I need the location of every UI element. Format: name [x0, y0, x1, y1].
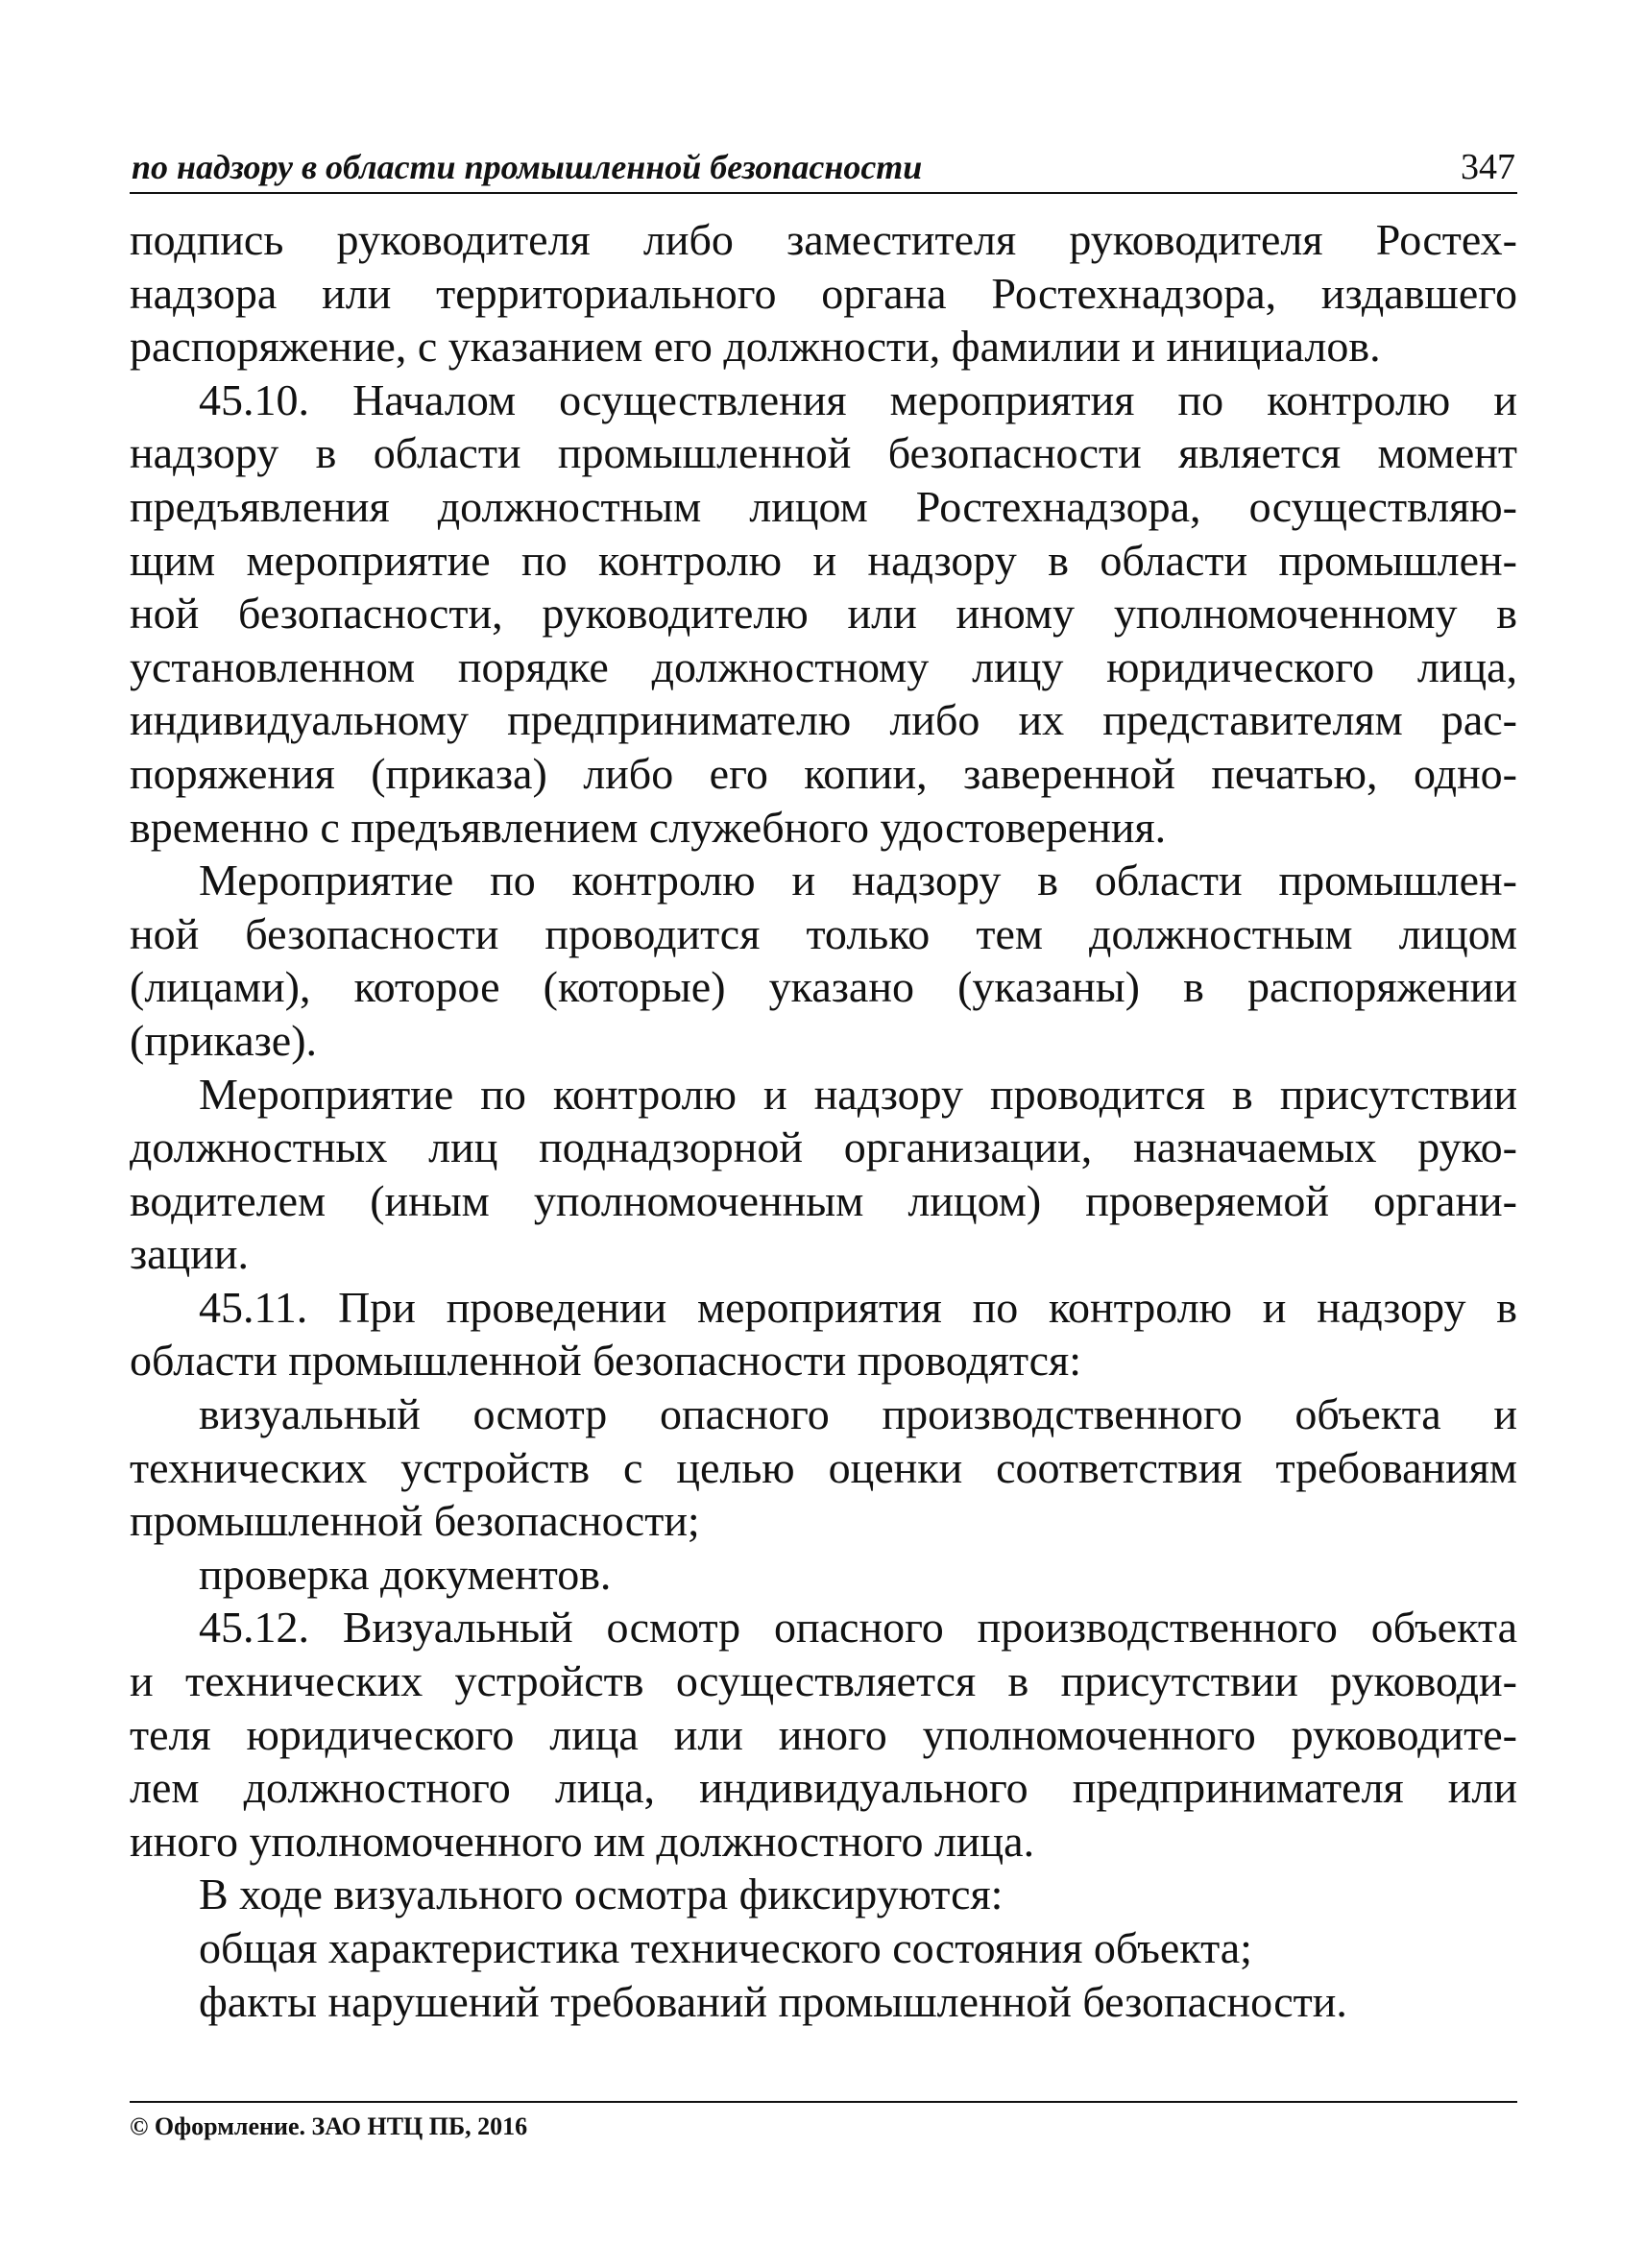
text-line: (приказе).: [130, 1015, 318, 1065]
text-line: щим мероприятие по контролю и надзору в области промышлен-: [130, 535, 1517, 585]
page-number: 347: [1461, 147, 1515, 187]
text-line: поряжения (приказа) либо его копии, заверенной печатью, одно-: [130, 748, 1517, 798]
text-line: промышленной безопасности;: [130, 1496, 700, 1546]
text-line: общая характеристика технического состояния объекта;: [199, 1923, 1252, 1972]
copyright-note: © Оформление. ЗАО НТЦ ПБ, 2016: [130, 2112, 528, 2140]
text-line: 45.12. Визуальный осмотр опасного производственного объекта: [199, 1603, 1517, 1653]
body-text: [130, 213, 1517, 2028]
text-line: Мероприятие по контролю и надзору в области промышлен-: [199, 856, 1517, 905]
text-line: ной безопасности проводится только тем должностным лицом: [130, 908, 1517, 958]
text-line: и технических устройств осуществляется в присутствии руководи-: [130, 1656, 1517, 1706]
text-line: факты нарушений требований промышленной безопасности.: [199, 1976, 1347, 2026]
text-line: 45.11. При проведении мероприятия по контролю и надзору в: [199, 1282, 1517, 1332]
text-line: временно с предъявлением служебного удостоверения.: [130, 802, 1167, 852]
text-line: иного уполномоченного им должностного лица.: [130, 1816, 1035, 1866]
text-line: установленном порядке должностному лицу юридического лица,: [130, 641, 1517, 691]
text-line: подпись руководителя либо заместителя руководителя Ростех-: [130, 215, 1517, 264]
text-line: Мероприятие по контролю и надзору проводится в присутствии: [199, 1069, 1517, 1119]
text-line: визуальный осмотр опасного производственного объекта и: [199, 1389, 1517, 1439]
text-line: проверка документов.: [199, 1549, 612, 1599]
text-line: теля юридического лица или иного уполномоченного руководите-: [130, 1709, 1517, 1759]
text-line: технических устройств с целью оценки соответствия требованиям: [130, 1442, 1517, 1492]
text-line: 45.10. Началом осуществления мероприятия по контролю и: [199, 374, 1517, 424]
running-header: [130, 144, 1517, 194]
text-line: надзору в области промышленной безопасности является момент: [130, 428, 1517, 478]
text-line: области промышленной безопасности проводятся:: [130, 1336, 1081, 1386]
text-line: водителем (иным уполномоченным лицом) проверяемой органи-: [130, 1175, 1517, 1225]
text-line: В ходе визуального осмотра фиксируются:: [199, 1870, 1004, 1919]
text-line: индивидуальному предпринимателю либо их представителям рас-: [130, 695, 1517, 745]
text-line: ной безопасности, руководителю или иному уполномоченному в: [130, 589, 1517, 639]
footer-rule: [130, 2101, 1517, 2103]
text-line: надзора или территориального органа Ростехнадзора, издавшего: [130, 268, 1517, 318]
text-line: зации.: [130, 1229, 249, 1279]
text-line: предъявления должностным лицом Ростехнадзора, осуществляю-: [130, 481, 1517, 531]
text-line: (лицами), которое (которые) указано (указаны) в распоряжении: [130, 962, 1517, 1012]
text-line: распоряжение, с указанием его должности, фамилии и инициалов.: [130, 322, 1381, 372]
running-title: по надзору в области промышленной безопасности: [132, 148, 923, 186]
text-line: должностных лиц поднадзорной организации, назначаемых руко-: [130, 1122, 1517, 1172]
text-line: лем должностного лица, индивидуального предпринимателя или: [130, 1763, 1517, 1813]
